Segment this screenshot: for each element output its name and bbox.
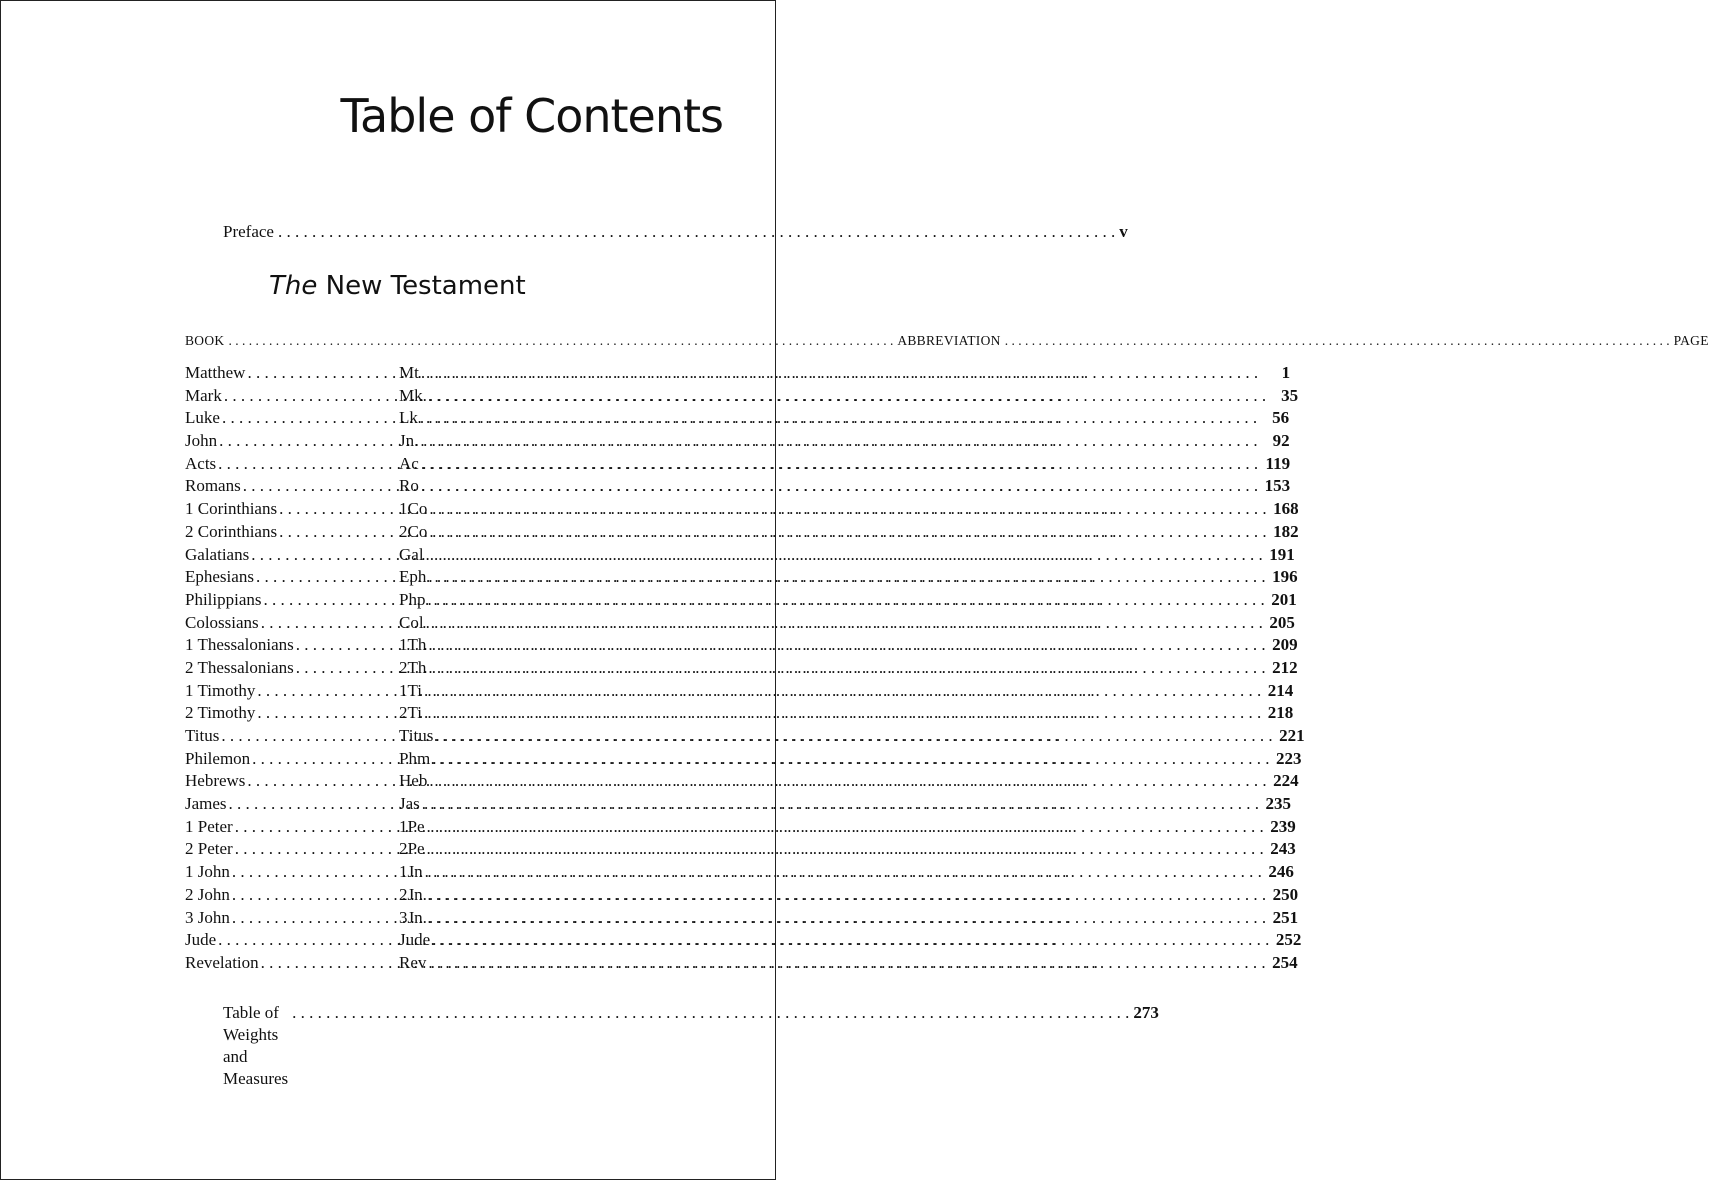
abbr-cell	[399, 725, 1305, 748]
book-page: 119	[1265, 453, 1291, 473]
dot-leader	[278, 221, 1115, 243]
book-name: 1 Peter	[185, 816, 233, 836]
book-cell	[185, 453, 399, 476]
book-name: 2 Timothy	[185, 703, 256, 723]
book-cell	[185, 748, 399, 771]
book-page: 201	[1271, 589, 1297, 609]
section-title-italic: The	[269, 271, 318, 301]
dot-leader	[422, 793, 1259, 816]
book-page: 212	[1272, 657, 1298, 677]
table-row[interactable]	[185, 770, 1299, 793]
table-row[interactable]	[185, 566, 1298, 589]
book-cell	[185, 498, 399, 521]
abbr-cell	[399, 453, 1290, 476]
book-cell	[185, 589, 399, 612]
abbr-cell	[399, 838, 1296, 861]
book-page: 251	[1272, 907, 1299, 927]
book-page: 56	[1272, 408, 1290, 428]
book-name: Acts	[185, 453, 217, 473]
book-abbreviation: 2Co	[399, 521, 428, 541]
book-abbreviation: Heb	[399, 771, 428, 791]
book-page: 35	[1281, 385, 1299, 405]
book-name: Titus	[185, 726, 220, 745]
toc-entry-weights-measures[interactable]	[223, 1002, 1159, 1090]
book-abbreviation: 1Co	[399, 499, 428, 519]
book-abbreviation: Eph	[399, 567, 427, 587]
book-abbreviation: Phm	[399, 748, 431, 768]
abbr-cell	[399, 544, 1295, 567]
dot-leader	[421, 453, 1258, 476]
table-row[interactable]	[185, 634, 1298, 657]
table-row[interactable]	[185, 544, 1295, 567]
book-abbreviation: Gal	[399, 544, 424, 564]
book-abbreviation: Lk	[399, 408, 418, 428]
table-row[interactable]	[185, 385, 1299, 408]
dot-leader	[432, 748, 1269, 771]
book-list	[185, 362, 1305, 975]
book-cell	[185, 430, 399, 453]
table-row[interactable]	[185, 498, 1299, 521]
dot-leader	[428, 952, 1265, 975]
header-book: BOOK	[185, 333, 225, 348]
book-cell	[185, 816, 399, 839]
dot-leader	[427, 816, 1264, 839]
abbr-cell	[399, 657, 1298, 680]
dot-leader	[426, 544, 1263, 567]
dot-leader	[424, 702, 1261, 725]
table-row[interactable]	[185, 521, 1299, 544]
book-name: 2 Peter	[185, 839, 233, 859]
book-name: Hebrews	[185, 771, 246, 791]
table-row[interactable]	[185, 793, 1292, 816]
book-page: 250	[1272, 884, 1299, 904]
dot-leader	[421, 475, 1258, 498]
book-cell	[185, 725, 399, 748]
book-page: 168	[1273, 499, 1299, 519]
table-row[interactable]	[185, 748, 1302, 771]
book-name: Matthew	[185, 363, 246, 382]
book-abbreviation: Jn.	[399, 431, 419, 451]
book-cell	[185, 657, 399, 680]
abbr-cell	[399, 430, 1290, 453]
abbr-cell	[399, 816, 1296, 839]
dot-leader	[292, 1002, 1129, 1090]
dot-leader	[424, 680, 1261, 703]
header-page: PAGE	[1673, 333, 1709, 348]
abbr-cell	[399, 385, 1298, 408]
book-abbreviation: 2Pe	[399, 839, 425, 859]
dot-leader	[435, 725, 1272, 748]
dot-leader	[228, 331, 893, 351]
book-page: 239	[1270, 816, 1296, 836]
book-abbreviation: Php	[399, 589, 426, 609]
abbr-cell	[399, 566, 1298, 589]
dot-leader	[428, 657, 1265, 680]
book-page: 223	[1275, 748, 1302, 768]
book-cell	[185, 544, 399, 567]
book-abbreviation: Jude	[399, 930, 431, 950]
book-cell	[185, 838, 399, 861]
table-row[interactable]	[185, 612, 1295, 635]
dot-leader	[429, 385, 1266, 408]
preface-label: Preface	[223, 222, 274, 241]
table-row[interactable]	[185, 907, 1299, 930]
dot-leader	[428, 566, 1265, 589]
book-page: 153	[1264, 476, 1291, 496]
abbr-cell	[399, 498, 1299, 521]
table-row[interactable]	[185, 430, 1290, 453]
book-cell	[185, 385, 399, 408]
table-row[interactable]	[185, 702, 1294, 725]
dot-leader	[420, 407, 1257, 430]
book-cell	[185, 521, 399, 544]
abbr-cell	[399, 589, 1297, 612]
book-page: 191	[1269, 544, 1295, 564]
book-cell	[185, 612, 399, 635]
book-name: 2 Thessalonians	[185, 657, 294, 677]
book-cell	[185, 952, 399, 975]
dot-leader	[429, 884, 1266, 907]
table-row[interactable]	[185, 929, 1302, 952]
book-name: 2 John	[185, 884, 230, 904]
book-name: 1 Timothy	[185, 680, 256, 700]
book-cell	[185, 362, 399, 385]
book-abbreviation: Ro	[399, 476, 419, 496]
table-row[interactable]	[185, 657, 1298, 680]
column-headers	[185, 331, 1709, 351]
book-name: 1 Thessalonians	[185, 635, 294, 655]
abbr-cell	[399, 952, 1298, 975]
table-row[interactable]	[185, 861, 1294, 884]
table-row[interactable]	[185, 475, 1291, 498]
page-title: Table of Contents	[340, 89, 723, 143]
book-page: 224	[1273, 771, 1299, 791]
book-name: 1 John	[185, 862, 230, 882]
book-abbreviation: 2Th	[399, 657, 427, 677]
book-name: James	[185, 794, 227, 814]
book-cell	[185, 634, 399, 657]
dot-leader	[428, 634, 1265, 657]
abbr-cell	[399, 770, 1299, 793]
dot-leader	[427, 589, 1264, 612]
book-abbreviation: 2Jn.	[399, 884, 427, 904]
book-name: Romans	[185, 476, 241, 496]
book-cell	[185, 907, 399, 930]
book-page: 221	[1279, 726, 1305, 745]
table-row[interactable]	[185, 407, 1290, 430]
book-name: Revelation	[185, 952, 259, 972]
book-abbreviation: 1Ti	[399, 680, 423, 700]
abbr-cell	[399, 748, 1301, 771]
section-title	[269, 271, 526, 301]
book-cell	[185, 702, 399, 725]
table-row[interactable]	[185, 816, 1296, 839]
dot-leader	[421, 362, 1258, 385]
dot-leader	[432, 929, 1269, 952]
book-cell	[185, 475, 399, 498]
book-page: 214	[1267, 680, 1294, 700]
book-cell	[185, 929, 399, 952]
book-abbreviation: Col	[399, 612, 424, 632]
section-title-rest: New Testament	[325, 271, 526, 301]
book-name: Colossians	[185, 612, 259, 632]
book-cell	[185, 793, 399, 816]
dot-leader	[427, 838, 1264, 861]
book-page: 92	[1272, 431, 1290, 451]
table-row[interactable]	[185, 838, 1296, 861]
book-page: 209	[1272, 635, 1298, 655]
toc-entry-preface[interactable]	[223, 221, 1128, 243]
book-name: Mark	[185, 385, 222, 405]
dot-leader	[425, 861, 1262, 884]
book-page: 254	[1272, 952, 1298, 972]
book-cell	[185, 566, 399, 589]
abbr-cell	[399, 929, 1301, 952]
book-abbreviation: Ac	[399, 453, 419, 473]
dot-leader	[426, 612, 1263, 635]
book-page: 196	[1272, 567, 1298, 587]
book-abbreviation: Jas	[399, 794, 420, 814]
abbr-cell	[399, 793, 1291, 816]
book-name: 2 Corinthians	[185, 521, 278, 541]
preface-page: v	[1119, 222, 1128, 241]
book-name: 3 John	[185, 907, 230, 927]
table-row[interactable]	[185, 952, 1298, 975]
table-row[interactable]	[185, 589, 1297, 612]
abbr-cell	[399, 362, 1290, 385]
dot-leader	[420, 430, 1257, 453]
book-name: John	[185, 431, 218, 451]
book-abbreviation: Titus	[399, 726, 434, 745]
abbr-cell	[399, 612, 1295, 635]
dot-leader	[429, 521, 1266, 544]
book-abbreviation: 2Ti	[399, 703, 423, 723]
weights-label: Table of Weights and Measures	[223, 1003, 289, 1088]
book-name: Galatians	[185, 544, 250, 564]
book-page: 246	[1268, 862, 1294, 882]
book-name: Luke	[185, 408, 220, 428]
book-page: 235	[1265, 794, 1292, 814]
book-page: 252	[1275, 930, 1302, 950]
abbr-cell	[399, 634, 1298, 657]
book-abbreviation: 1Pe	[399, 816, 425, 836]
table-row[interactable]	[185, 725, 1305, 748]
dot-leader	[1005, 331, 1670, 351]
dot-leader	[429, 770, 1266, 793]
book-abbreviation: 3Jn.	[399, 907, 427, 927]
book-page: 218	[1267, 703, 1294, 723]
book-abbreviation: 1Jn	[399, 862, 423, 882]
book-page: 182	[1273, 521, 1299, 541]
abbr-cell	[399, 861, 1294, 884]
table-row[interactable]	[185, 884, 1299, 907]
book-page: 205	[1269, 612, 1295, 632]
abbr-cell	[399, 907, 1298, 930]
header-abbreviation: ABBREVIATION	[897, 333, 1001, 348]
book-cell	[185, 770, 399, 793]
dot-leader	[429, 907, 1266, 930]
abbr-cell	[399, 475, 1290, 498]
book-abbreviation: Mt	[399, 363, 419, 382]
book-cell	[185, 680, 399, 703]
abbr-cell	[399, 407, 1289, 430]
book-name: 1 Corinthians	[185, 499, 278, 519]
abbr-cell	[399, 884, 1298, 907]
book-name: Philemon	[185, 748, 251, 768]
book-page: 243	[1270, 839, 1296, 859]
table-row[interactable]	[185, 680, 1294, 703]
book-abbreviation: Mk.	[399, 385, 427, 405]
book-cell	[185, 884, 399, 907]
book-abbreviation: 1Th	[399, 635, 427, 655]
table-row[interactable]	[185, 362, 1291, 385]
book-cell	[185, 861, 399, 884]
table-row[interactable]	[185, 453, 1291, 476]
dot-leader	[429, 498, 1266, 521]
book-name: Philippians	[185, 589, 262, 609]
abbr-cell	[399, 521, 1299, 544]
abbr-cell	[399, 680, 1293, 703]
book-name: Jude	[185, 930, 217, 950]
book-name: Ephesians	[185, 567, 254, 587]
abbr-cell	[399, 702, 1293, 725]
weights-page: 273	[1133, 1003, 1159, 1022]
book-cell	[185, 407, 399, 430]
book-abbreviation: Rev	[399, 952, 427, 972]
book-page: 1	[1281, 363, 1291, 382]
